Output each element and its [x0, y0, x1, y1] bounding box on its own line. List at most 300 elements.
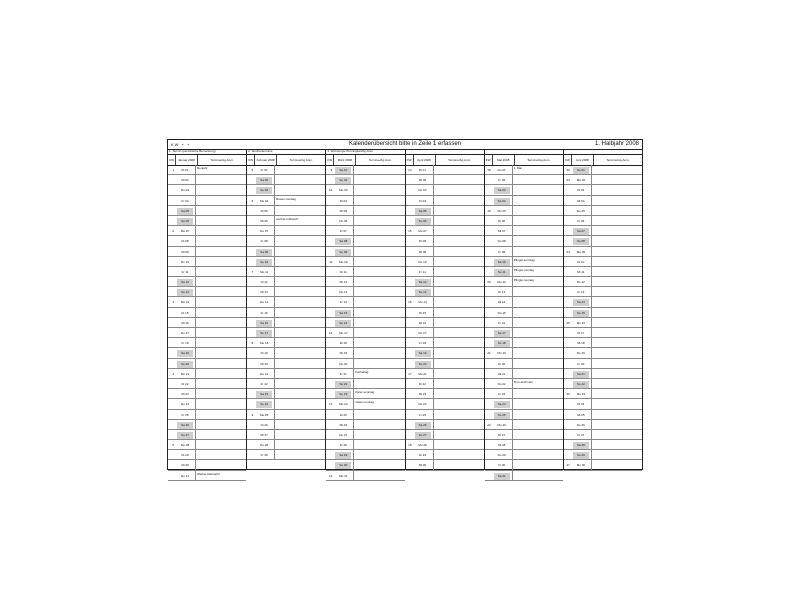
- day-row[interactable]: [564, 287, 642, 297]
- day-note[interactable]: [196, 175, 246, 184]
- day-note[interactable]: [275, 450, 325, 459]
- day-row[interactable]: [326, 369, 404, 379]
- day-note[interactable]: [592, 226, 642, 235]
- day-note[interactable]: [275, 440, 325, 449]
- day-note[interactable]: [196, 399, 246, 408]
- day-note[interactable]: [196, 257, 246, 266]
- day-row[interactable]: [564, 185, 642, 195]
- day-note[interactable]: [513, 308, 563, 317]
- day-note[interactable]: [354, 338, 404, 347]
- day-note[interactable]: [434, 247, 484, 256]
- day-note[interactable]: [513, 348, 563, 357]
- day-row[interactable]: [168, 236, 246, 246]
- day-note[interactable]: [275, 369, 325, 378]
- day-row[interactable]: [326, 318, 404, 328]
- day-row[interactable]: [406, 399, 484, 409]
- day-note[interactable]: [275, 185, 325, 194]
- day-note[interactable]: [196, 236, 246, 245]
- day-row[interactable]: [326, 267, 404, 277]
- day-note[interactable]: [513, 430, 563, 439]
- day-row[interactable]: [564, 450, 642, 460]
- day-note[interactable]: [592, 297, 642, 306]
- day-note[interactable]: [196, 328, 246, 337]
- day-note[interactable]: [354, 216, 404, 225]
- day-note[interactable]: [513, 460, 563, 469]
- day-note[interactable]: [275, 287, 325, 296]
- day-note[interactable]: [513, 420, 563, 429]
- day-note[interactable]: [592, 338, 642, 347]
- day-row[interactable]: [247, 165, 325, 175]
- day-row[interactable]: [485, 165, 563, 175]
- day-note[interactable]: [196, 410, 246, 419]
- day-note[interactable]: [434, 348, 484, 357]
- day-note[interactable]: [196, 267, 246, 276]
- day-note[interactable]: [275, 348, 325, 357]
- day-row[interactable]: [406, 338, 484, 348]
- day-row[interactable]: [247, 216, 325, 226]
- day-row[interactable]: [168, 175, 246, 185]
- day-row[interactable]: [485, 430, 563, 440]
- day-row[interactable]: [326, 328, 404, 338]
- day-note[interactable]: [196, 440, 246, 449]
- day-row[interactable]: [485, 369, 563, 379]
- day-row[interactable]: [406, 430, 484, 440]
- day-row[interactable]: [326, 308, 404, 318]
- day-row[interactable]: [326, 389, 404, 399]
- day-note[interactable]: [354, 196, 404, 205]
- day-row[interactable]: [247, 277, 325, 287]
- day-row[interactable]: [485, 471, 563, 481]
- day-note[interactable]: [196, 359, 246, 368]
- day-row[interactable]: [247, 196, 325, 206]
- day-note[interactable]: [592, 440, 642, 449]
- day-row[interactable]: [564, 277, 642, 287]
- day-note[interactable]: [275, 430, 325, 439]
- day-row[interactable]: [247, 359, 325, 369]
- day-row[interactable]: [564, 175, 642, 185]
- day-note[interactable]: [434, 226, 484, 235]
- day-row[interactable]: [564, 247, 642, 257]
- day-note[interactable]: [354, 440, 404, 449]
- day-row[interactable]: [168, 328, 246, 338]
- day-note[interactable]: [513, 471, 563, 480]
- day-row[interactable]: [485, 338, 563, 348]
- day-row[interactable]: [406, 226, 484, 236]
- day-note[interactable]: [275, 247, 325, 256]
- day-row[interactable]: [326, 359, 404, 369]
- day-note[interactable]: [513, 389, 563, 398]
- day-row[interactable]: [168, 185, 246, 195]
- day-note[interactable]: Neujahr: [197, 166, 208, 170]
- day-row[interactable]: [326, 338, 404, 348]
- day-note[interactable]: [196, 430, 246, 439]
- day-row[interactable]: [564, 196, 642, 206]
- day-note[interactable]: [196, 226, 246, 235]
- day-row[interactable]: [406, 206, 484, 216]
- day-note[interactable]: [592, 165, 642, 174]
- day-row[interactable]: [564, 399, 642, 409]
- day-note[interactable]: [592, 430, 642, 439]
- day-note[interactable]: [354, 206, 404, 215]
- day-note[interactable]: [592, 460, 642, 469]
- day-row[interactable]: [326, 206, 404, 216]
- day-row[interactable]: [485, 379, 563, 389]
- day-row[interactable]: [564, 257, 642, 267]
- day-row[interactable]: [326, 277, 404, 287]
- day-row[interactable]: [247, 175, 325, 185]
- day-note[interactable]: Karfreitag: [355, 369, 369, 374]
- day-row[interactable]: [564, 359, 642, 369]
- day-note[interactable]: [354, 287, 404, 296]
- day-note[interactable]: [196, 206, 246, 215]
- day-note[interactable]: [592, 308, 642, 317]
- day-row[interactable]: [247, 206, 325, 216]
- day-row[interactable]: [485, 420, 563, 430]
- day-row[interactable]: [564, 226, 642, 236]
- day-note[interactable]: [434, 389, 484, 398]
- day-note[interactable]: [434, 399, 484, 408]
- day-note[interactable]: Rosen-montag: [276, 196, 296, 201]
- day-note[interactable]: [196, 389, 246, 398]
- day-note[interactable]: [354, 277, 404, 286]
- day-row[interactable]: [485, 410, 563, 420]
- day-row[interactable]: [326, 196, 404, 206]
- day-note[interactable]: [513, 247, 563, 256]
- day-row[interactable]: [247, 236, 325, 246]
- day-row[interactable]: [564, 318, 642, 328]
- day-note[interactable]: [196, 297, 246, 306]
- day-row[interactable]: [326, 460, 404, 470]
- day-note[interactable]: [354, 247, 404, 256]
- day-note[interactable]: [513, 236, 563, 245]
- day-row[interactable]: [326, 440, 404, 450]
- day-note[interactable]: [275, 257, 325, 266]
- day-note[interactable]: [592, 318, 642, 327]
- day-row[interactable]: [485, 359, 563, 369]
- day-note[interactable]: [354, 471, 404, 480]
- day-row[interactable]: [247, 287, 325, 297]
- day-row[interactable]: [406, 420, 484, 430]
- day-note[interactable]: [275, 359, 325, 368]
- day-note[interactable]: [513, 359, 563, 368]
- day-row[interactable]: [485, 277, 563, 287]
- day-note[interactable]: [196, 348, 246, 357]
- day-row[interactable]: [247, 369, 325, 379]
- day-note[interactable]: Oster-sonntag: [355, 390, 375, 395]
- day-note[interactable]: [592, 185, 642, 194]
- day-row[interactable]: [168, 471, 246, 481]
- day-note[interactable]: [196, 338, 246, 347]
- day-row[interactable]: [168, 348, 246, 358]
- day-note[interactable]: [434, 440, 484, 449]
- day-note[interactable]: [275, 297, 325, 306]
- day-row[interactable]: [564, 297, 642, 307]
- day-row[interactable]: [406, 175, 484, 185]
- day-note[interactable]: [592, 379, 642, 388]
- day-note[interactable]: [354, 318, 404, 327]
- day-note[interactable]: [592, 206, 642, 215]
- day-row[interactable]: [326, 236, 404, 246]
- day-row[interactable]: [564, 389, 642, 399]
- day-note[interactable]: [434, 206, 484, 215]
- day-row[interactable]: [406, 196, 484, 206]
- day-note[interactable]: [275, 318, 325, 327]
- day-row[interactable]: [485, 206, 563, 216]
- day-note[interactable]: [196, 287, 246, 296]
- day-note[interactable]: [513, 328, 563, 337]
- day-row[interactable]: [326, 247, 404, 257]
- day-note[interactable]: [196, 247, 246, 256]
- day-row[interactable]: [406, 348, 484, 358]
- day-row[interactable]: [168, 206, 246, 216]
- day-row[interactable]: [485, 247, 563, 257]
- day-row[interactable]: [326, 297, 404, 307]
- day-row[interactable]: [485, 287, 563, 297]
- day-note[interactable]: [434, 460, 484, 469]
- day-row[interactable]: [564, 460, 642, 470]
- day-row[interactable]: [247, 328, 325, 338]
- day-row[interactable]: [247, 318, 325, 328]
- day-row[interactable]: [485, 450, 563, 460]
- day-note[interactable]: [275, 267, 325, 276]
- day-note[interactable]: [592, 359, 642, 368]
- day-row[interactable]: [247, 410, 325, 420]
- day-note[interactable]: [354, 379, 404, 388]
- day-row[interactable]: [247, 348, 325, 358]
- day-row[interactable]: [406, 328, 484, 338]
- day-row[interactable]: [168, 399, 246, 409]
- day-note[interactable]: [275, 165, 325, 174]
- day-row[interactable]: [485, 348, 563, 358]
- day-row[interactable]: [406, 297, 484, 307]
- day-note[interactable]: [275, 308, 325, 317]
- day-row[interactable]: [247, 430, 325, 440]
- day-note[interactable]: [354, 175, 404, 184]
- day-row[interactable]: [326, 226, 404, 236]
- day-note[interactable]: 1. Mai: [513, 166, 522, 170]
- day-row[interactable]: [564, 379, 642, 389]
- day-note[interactable]: [354, 165, 404, 174]
- day-row[interactable]: [247, 338, 325, 348]
- day-row[interactable]: [168, 257, 246, 267]
- day-note[interactable]: Oster-montag: [355, 400, 374, 405]
- day-note[interactable]: [196, 369, 246, 378]
- day-row[interactable]: [326, 165, 404, 175]
- day-row[interactable]: [247, 185, 325, 195]
- day-note[interactable]: [196, 277, 246, 286]
- day-note[interactable]: Pfingst-sonntag: [513, 257, 535, 262]
- day-row[interactable]: [564, 236, 642, 246]
- day-note[interactable]: [434, 369, 484, 378]
- day-row[interactable]: [326, 185, 404, 195]
- day-row[interactable]: [326, 216, 404, 226]
- day-row[interactable]: [326, 450, 404, 460]
- day-note[interactable]: [434, 297, 484, 306]
- day-row[interactable]: [168, 196, 246, 206]
- day-row[interactable]: [326, 287, 404, 297]
- day-row[interactable]: [406, 216, 484, 226]
- day-note[interactable]: [354, 267, 404, 276]
- day-row[interactable]: [564, 267, 642, 277]
- day-row[interactable]: [247, 420, 325, 430]
- day-note[interactable]: [354, 430, 404, 439]
- day-note[interactable]: [196, 308, 246, 317]
- day-row[interactable]: [168, 369, 246, 379]
- day-row[interactable]: [406, 410, 484, 420]
- day-row[interactable]: [564, 440, 642, 450]
- day-note[interactable]: [275, 338, 325, 347]
- day-row[interactable]: [485, 216, 563, 226]
- day-row[interactable]: [406, 359, 484, 369]
- day-note[interactable]: [275, 226, 325, 235]
- day-note[interactable]: [275, 399, 325, 408]
- day-row[interactable]: [326, 257, 404, 267]
- day-row[interactable]: [564, 216, 642, 226]
- day-note[interactable]: [354, 328, 404, 337]
- day-row[interactable]: [564, 308, 642, 318]
- day-note[interactable]: [434, 287, 484, 296]
- day-note[interactable]: [434, 185, 484, 194]
- day-note[interactable]: [434, 359, 484, 368]
- day-row[interactable]: [564, 410, 642, 420]
- day-row[interactable]: [168, 450, 246, 460]
- day-row[interactable]: [564, 430, 642, 440]
- day-row[interactable]: [168, 420, 246, 430]
- day-note[interactable]: [592, 247, 642, 256]
- day-note[interactable]: [354, 308, 404, 317]
- day-note[interactable]: [592, 389, 642, 398]
- day-note[interactable]: [196, 196, 246, 205]
- day-row[interactable]: [485, 297, 563, 307]
- day-note[interactable]: [196, 450, 246, 459]
- day-row[interactable]: [485, 257, 563, 267]
- day-row[interactable]: [247, 267, 325, 277]
- day-note[interactable]: [592, 328, 642, 337]
- day-note[interactable]: [592, 216, 642, 225]
- day-row[interactable]: [564, 420, 642, 430]
- day-row[interactable]: [485, 460, 563, 470]
- day-row[interactable]: [406, 318, 484, 328]
- day-note[interactable]: [434, 420, 484, 429]
- day-row[interactable]: [168, 277, 246, 287]
- day-note[interactable]: [513, 399, 563, 408]
- day-row[interactable]: [406, 389, 484, 399]
- day-note[interactable]: [196, 216, 246, 225]
- day-note[interactable]: [434, 257, 484, 266]
- day-row[interactable]: [564, 206, 642, 216]
- day-note[interactable]: [354, 460, 404, 469]
- day-note[interactable]: [434, 308, 484, 317]
- day-row[interactable]: [406, 287, 484, 297]
- day-note[interactable]: [275, 328, 325, 337]
- day-row[interactable]: [485, 318, 563, 328]
- day-row[interactable]: [168, 165, 246, 175]
- day-row[interactable]: [406, 267, 484, 277]
- day-row[interactable]: [326, 379, 404, 389]
- day-row[interactable]: [406, 460, 484, 470]
- day-note[interactable]: [196, 420, 246, 429]
- day-note[interactable]: [434, 236, 484, 245]
- day-note[interactable]: [513, 196, 563, 205]
- day-note[interactable]: [592, 267, 642, 276]
- day-row[interactable]: [168, 318, 246, 328]
- day-note[interactable]: [513, 216, 563, 225]
- day-note[interactable]: [196, 379, 246, 388]
- day-row[interactable]: [247, 399, 325, 409]
- day-note[interactable]: [354, 297, 404, 306]
- day-row[interactable]: [406, 247, 484, 257]
- day-note[interactable]: [513, 338, 563, 347]
- day-note[interactable]: [434, 267, 484, 276]
- day-note[interactable]: [434, 175, 484, 184]
- day-row[interactable]: [168, 379, 246, 389]
- day-row[interactable]: [485, 196, 563, 206]
- day-row[interactable]: [247, 297, 325, 307]
- day-note[interactable]: [513, 410, 563, 419]
- day-note[interactable]: [513, 318, 563, 327]
- day-row[interactable]: [485, 175, 563, 185]
- day-note[interactable]: [592, 196, 642, 205]
- day-row[interactable]: [326, 471, 404, 481]
- day-note[interactable]: [513, 226, 563, 235]
- day-note[interactable]: [354, 450, 404, 459]
- day-row[interactable]: [326, 410, 404, 420]
- day-note[interactable]: [434, 165, 484, 174]
- day-row[interactable]: [564, 338, 642, 348]
- day-note[interactable]: [592, 257, 642, 266]
- day-row[interactable]: [168, 216, 246, 226]
- day-row[interactable]: [485, 440, 563, 450]
- day-row[interactable]: [485, 308, 563, 318]
- day-note[interactable]: Fron-leichnam: [513, 379, 533, 384]
- day-row[interactable]: [168, 410, 246, 420]
- day-row[interactable]: [406, 257, 484, 267]
- day-row[interactable]: [406, 185, 484, 195]
- day-row[interactable]: [406, 165, 484, 175]
- day-row[interactable]: [168, 308, 246, 318]
- day-row[interactable]: [485, 185, 563, 195]
- day-row[interactable]: [326, 399, 404, 409]
- day-row[interactable]: [564, 369, 642, 379]
- day-row[interactable]: [168, 430, 246, 440]
- day-note[interactable]: [354, 185, 404, 194]
- day-row[interactable]: [485, 328, 563, 338]
- day-note[interactable]: [592, 236, 642, 245]
- day-row[interactable]: [247, 226, 325, 236]
- day-note[interactable]: [275, 379, 325, 388]
- day-note[interactable]: [592, 369, 642, 378]
- day-note[interactable]: [275, 236, 325, 245]
- day-row[interactable]: [485, 267, 563, 277]
- day-row[interactable]: [564, 328, 642, 338]
- day-row[interactable]: [247, 450, 325, 460]
- day-row[interactable]: [406, 450, 484, 460]
- day-note[interactable]: [434, 338, 484, 347]
- day-row[interactable]: [247, 389, 325, 399]
- day-row[interactable]: [326, 175, 404, 185]
- day-note[interactable]: [196, 460, 246, 469]
- day-row[interactable]: [168, 267, 246, 277]
- day-note[interactable]: [434, 379, 484, 388]
- day-note[interactable]: [434, 328, 484, 337]
- day-note[interactable]: [434, 216, 484, 225]
- day-row[interactable]: [406, 308, 484, 318]
- day-row[interactable]: [406, 379, 484, 389]
- day-note[interactable]: [592, 410, 642, 419]
- day-row[interactable]: [168, 440, 246, 450]
- day-note[interactable]: Pfingst-montag: [513, 267, 534, 272]
- day-row[interactable]: [247, 379, 325, 389]
